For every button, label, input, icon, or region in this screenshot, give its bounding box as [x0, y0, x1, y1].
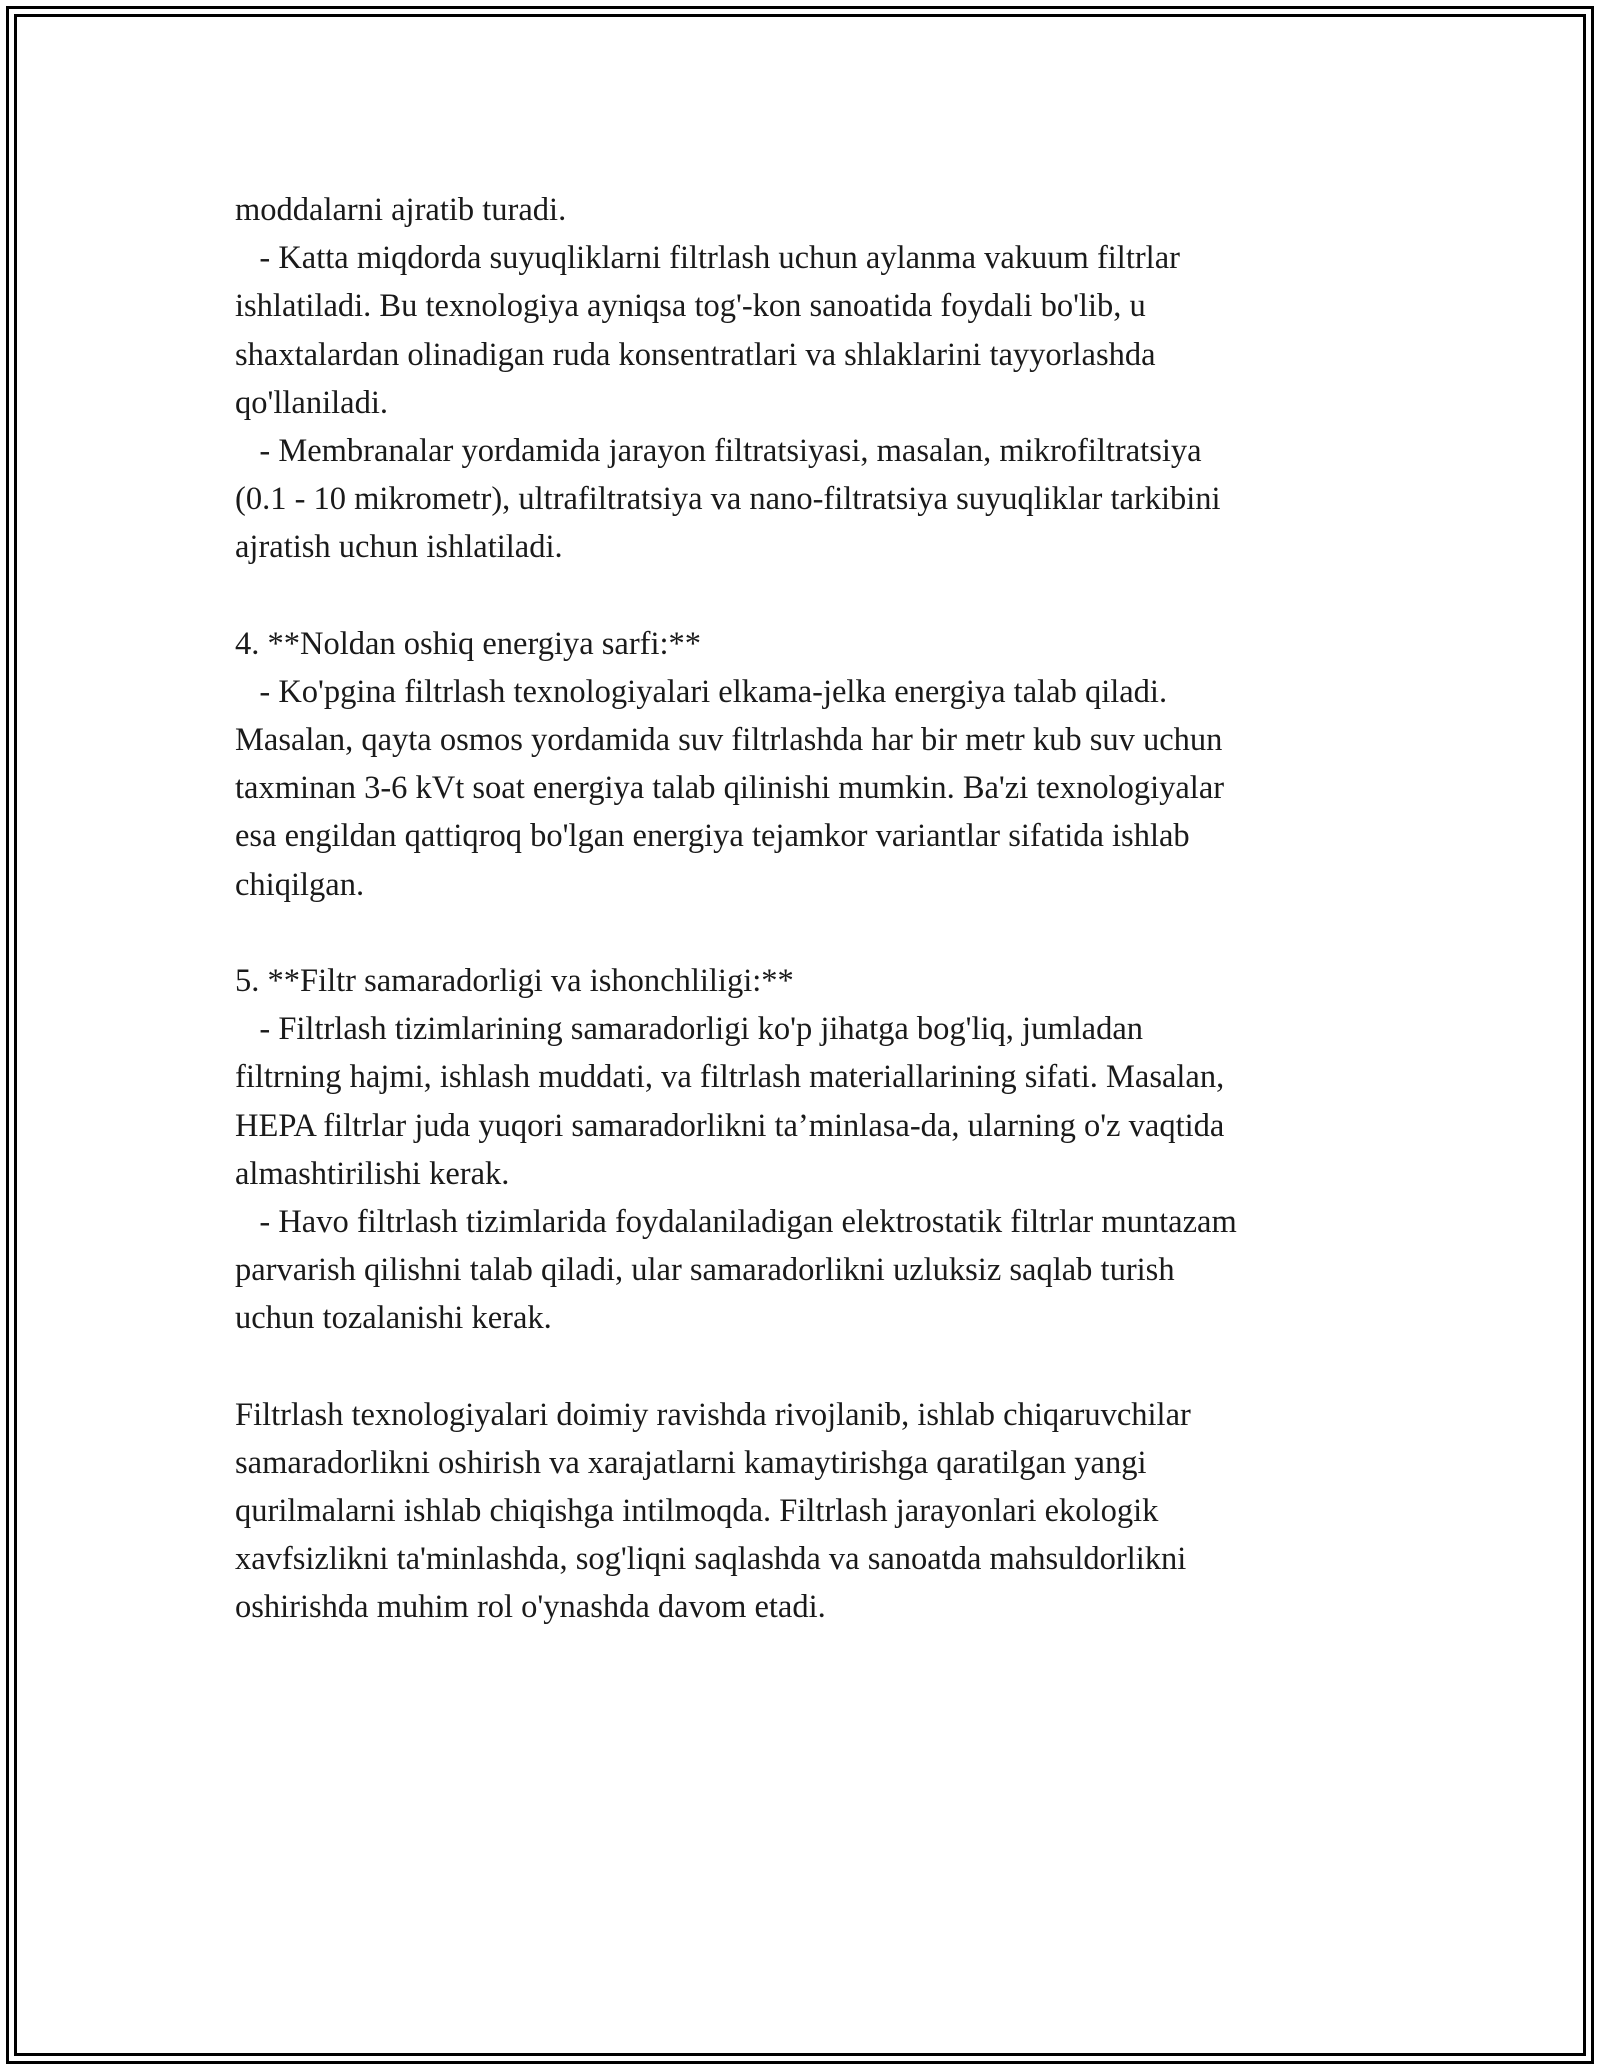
- text-line: Masalan, qayta osmos yordamida suv filtrlashda har bir metr kub suv uchun: [235, 722, 1223, 759]
- conclusion-line: samaradorlikni oshirish va xarajatlarni kamaytirishga qaratilgan yangi: [235, 1444, 1147, 1481]
- text-line: taxminan 3-6 kVt soat energiya talab qilinishi mumkin. Ba'zi texnologiyalar: [235, 770, 1225, 807]
- text-line: - Membranalar yordamida jarayon filtratsiyasi, masalan, mikrofiltratsiya: [235, 432, 1202, 469]
- text-line: filtrning hajmi, ishlash muddati, va filtrlash materiallarining sifati. Masalan,: [235, 1059, 1225, 1096]
- section-heading-4: 4. **Noldan oshiq energiya sarfi:**: [235, 625, 702, 662]
- conclusion-line: oshirishda muhim rol o'ynashda davom etadi.: [235, 1589, 826, 1626]
- text-line: esa engildan qattiqroq bo'lgan energiya tejamkor variantlar sifatida ishlab: [235, 818, 1190, 855]
- text-line: (0.1 - 10 mikrometr), ultrafiltratsiya va nano-filtratsiya suyuqliklar tarkibini: [235, 481, 1221, 518]
- text-line: HEPA filtrlar juda yuqori samaradorlikni ta’minlasa-da, ularning o'z vaqtida: [235, 1107, 1225, 1144]
- text-line: almashtirilishi kerak.: [235, 1155, 510, 1192]
- text-line: chiqilgan.: [235, 866, 365, 903]
- text-line: parvarish qilishni talab qiladi, ular samaradorlikni uzluksiz saqlab turish: [235, 1252, 1175, 1289]
- text-line: ishlatiladi. Bu texnologiya ayniqsa tog'-kon sanoatida foydali bo'lib, u: [235, 288, 1146, 325]
- blank-line: [235, 572, 1415, 620]
- text-line: qo'llaniladi.: [235, 384, 388, 421]
- conclusion-line: Filtrlash texnologiyalari doimiy ravishda rivojlanib, ishlab chiqaruvchilar: [235, 1396, 1191, 1433]
- conclusion-line: xavfsizlikni ta'minlashda, sog'liqni saqlashda va sanoatda mahsuldorlikni: [235, 1541, 1187, 1578]
- blank-line: [235, 909, 1415, 957]
- text-line: moddalarni ajratib turadi.: [235, 192, 567, 228]
- conclusion-line: qurilmalarni ishlab chiqishga intilmoqda. Filtrlash jarayonlari ekologik: [235, 1493, 1159, 1530]
- text-line: ajratish uchun ishlatiladi.: [235, 529, 563, 566]
- text-line: shaxtalardan olinadigan ruda konsentratlari va shlaklarini tayyorlashda: [235, 336, 1156, 373]
- text-line: - Ko'pgina filtrlash texnologiyalari elkama-jelka energiya talab qiladi.: [235, 673, 1168, 710]
- section-heading-5: 5. **Filtr samaradorligi va ishonchliligi:**: [235, 963, 794, 999]
- text-line: uchun tozalanishi kerak.: [235, 1300, 552, 1337]
- text-line: - Havo filtrlash tizimlarida foydalaniladigan elektrostatik filtrlar muntazam: [235, 1203, 1237, 1240]
- document-body: [235, 186, 1415, 1632]
- blank-line: [235, 1343, 1415, 1391]
- text-line: - Katta miqdorda suyuqliklarni filtrlash uchun aylanma vakuum filtrlar: [235, 240, 1180, 277]
- text-line: - Filtrlash tizimlarining samaradorligi ko'p jihatga bog'liq, jumladan: [235, 1011, 1144, 1048]
